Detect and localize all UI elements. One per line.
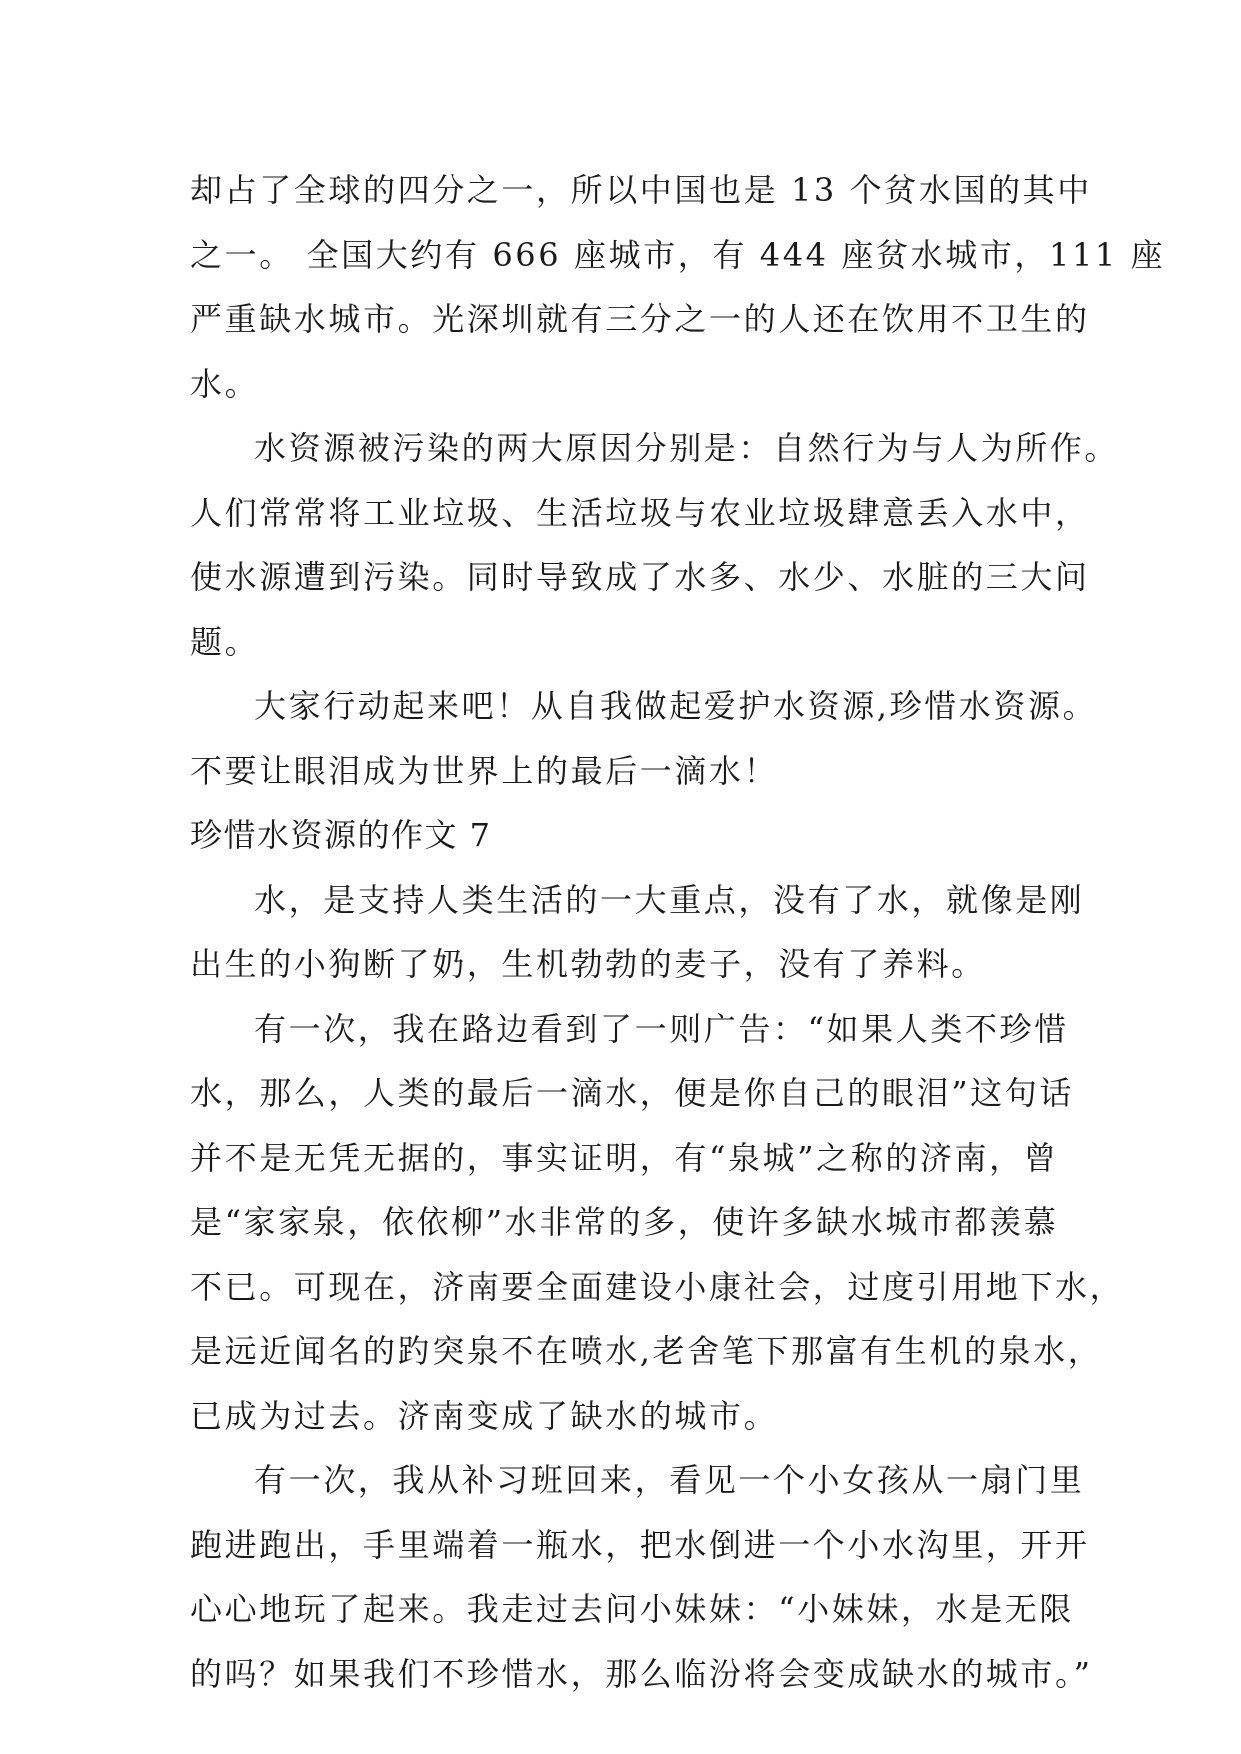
text-line: 是“家家泉，依依柳”水非常的多，使许多缺水城市都羡慕 bbox=[190, 1203, 1059, 1241]
text-line: 跑进跑出，手里端着一瓶水，把水倒进一个小水沟里，开开 bbox=[190, 1525, 1090, 1564]
text-line: 水，那么，人类的最后一滴水，便是你自己的眼泪”这句话 bbox=[190, 1074, 1074, 1112]
text-line: 严重缺水城市。光深圳就有三分之一的人还在饮用不卫生的 bbox=[190, 300, 1090, 338]
section-heading: 珍惜水资源的作文 7 bbox=[190, 816, 492, 854]
text-line: 已成为过去。济南变成了缺水的城市。 bbox=[190, 1396, 779, 1435]
paragraph-first-line: 大家行动起来吧！从自我做起爱护水资源,珍惜水资源。 bbox=[254, 687, 1098, 725]
paragraph-first-line: 有一次，我从补习班回来，看见一个小女孩从一扇门里 bbox=[254, 1461, 1085, 1499]
paragraph-first-line: 水，是支持人类生活的一大重点，没有了水，就像是刚 bbox=[254, 880, 1085, 919]
text-line: 出生的小狗断了奶，生机勃勃的麦子，没有了养料。 bbox=[190, 945, 986, 983]
text-line: 不已。可现在，济南要全面建设小康社会，过度引用地下水， bbox=[190, 1267, 1125, 1306]
text-line: 的吗？如果我们不珍惜水，那么临汾将会变成缺水的城市。” bbox=[190, 1654, 1093, 1693]
text-line: 人们常常将工业垃圾、生活垃圾与农业垃圾肆意丢入水中， bbox=[190, 493, 1090, 532]
text-line: 是远近闻名的趵突泉不在喷水,老舍笔下那富有生机的泉水， bbox=[190, 1332, 1103, 1370]
text-line: 不要让眼泪成为世界上的最后一滴水！ bbox=[190, 751, 779, 790]
document-body bbox=[190, 158, 1166, 1706]
text-line: 使水源遭到污染。同时导致成了水多、水少、水脏的三大问 bbox=[190, 558, 1090, 596]
text-line: 心心地玩了起来。我走过去问小妹妹：“小妹妹，水是无限 bbox=[190, 1590, 1074, 1628]
text-line: 题。 bbox=[190, 622, 260, 661]
text-line: 并不是无凭无据的，事实证明，有“泉城”之称的济南，曾 bbox=[190, 1138, 1059, 1177]
paragraph-first-line: 水资源被污染的两大原因分别是：自然行为与人为所作。 bbox=[254, 429, 1120, 467]
text-line: 之一。 全国大约有 666 座城市，有 444 座贫水城市，111 座 bbox=[190, 235, 1166, 274]
paragraph-first-line: 有一次，我在路边看到了一则广告：“如果人类不珍惜 bbox=[254, 1009, 1069, 1048]
text-line: 却占了全球的四分之一，所以中国也是 13 个贫水国的其中 bbox=[190, 171, 1092, 209]
text-line: 水。 bbox=[190, 364, 260, 403]
